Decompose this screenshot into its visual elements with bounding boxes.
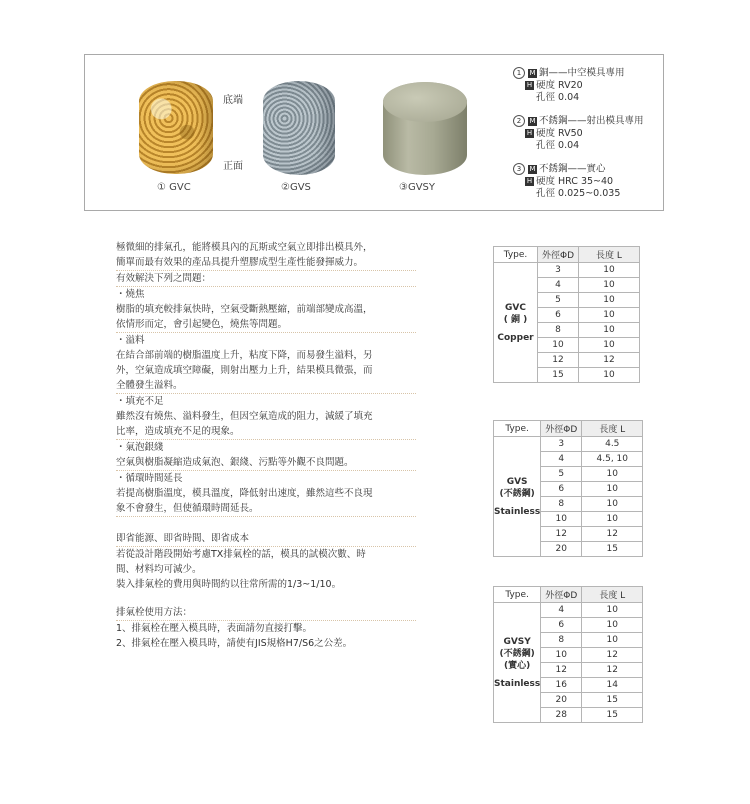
diameter-cell: 8 (538, 323, 579, 338)
label-front: 正面 (223, 161, 243, 172)
problem-text: 比率，造成填充不足的現象。 (116, 424, 416, 440)
length-cell: 10 (582, 633, 643, 648)
problem-title: ・循環時間延長 (116, 473, 183, 484)
description-text (116, 240, 416, 517)
intro-line: 簡單而最有效果的產品具提升塑膠成型生產性能發揮威力。 (116, 255, 416, 271)
diameter-cell: 28 (541, 708, 582, 723)
problem-title: ・氣泡銀綫 (116, 442, 164, 453)
label-bottom: 底端 (223, 95, 243, 106)
spec-gvc (513, 67, 625, 104)
problem-text: 在結合部前端的樹脂溫度上升，粘度下降，而易發生溢料，另 (116, 350, 373, 361)
table-header-cell: 外徑ΦD (538, 247, 579, 263)
diameter-cell: 5 (538, 293, 579, 308)
table-row (494, 263, 640, 278)
problem-title: ・溢料 (116, 335, 145, 346)
type-label-line: Stainless (494, 678, 541, 689)
problem-text: 全體發生溢料。 (116, 378, 416, 394)
length-cell: 10 (579, 368, 640, 383)
savings-heading: 即省能源、即省時間、即省成本 (116, 531, 416, 547)
gvs-sample-image (263, 81, 335, 175)
length-cell: 10 (582, 497, 643, 512)
table-header-cell: Type. (494, 421, 541, 437)
spec-material: 不銹鋼——射出模具專用 (539, 115, 644, 127)
usage-step: 1、排氣栓在壓入模具時，表面請勿直接打擊。 (116, 623, 313, 634)
size-table-gvs (493, 420, 643, 557)
length-cell: 10 (579, 323, 640, 338)
length-cell: 10 (582, 618, 643, 633)
type-label-line: GVSY (503, 636, 531, 647)
diameter-cell: 6 (541, 482, 582, 497)
hardness-badge: H (526, 128, 533, 137)
length-cell: 10 (579, 338, 640, 353)
problem-text: 空氣與樹脂凝縮造成氣泡、銀綫、污點等外觀不良問題。 (116, 455, 416, 471)
type-label-line: (不銹鋼) (499, 488, 535, 499)
diameter-cell: 8 (541, 497, 582, 512)
caption-gvs: ②GVS (281, 182, 311, 193)
spec-hole: 孔徑 0.025~0.035 (536, 187, 621, 199)
length-cell: 12 (582, 527, 643, 542)
table-header-cell: 長度 L (582, 421, 643, 437)
spec-number: 1 (513, 67, 525, 79)
length-cell: 12 (582, 663, 643, 678)
length-cell: 10 (582, 603, 643, 618)
diameter-cell: 3 (538, 263, 579, 278)
hardness-badge: H (526, 176, 533, 185)
table-row (494, 603, 643, 618)
length-cell: 10 (582, 482, 643, 497)
table-header-cell: 外徑ΦD (541, 421, 582, 437)
table-header-cell: 長度 L (579, 247, 640, 263)
usage-text (116, 605, 416, 651)
diameter-cell: 10 (538, 338, 579, 353)
type-label-line: ( 銅 ) (503, 314, 528, 325)
material-badge: M (529, 68, 536, 77)
diameter-cell: 3 (541, 437, 582, 452)
spec-number: 2 (513, 115, 525, 127)
diameter-cell: 12 (541, 663, 582, 678)
length-cell: 10 (582, 467, 643, 482)
length-cell: 4.5, 10 (582, 452, 643, 467)
length-cell: 10 (582, 512, 643, 527)
diameter-cell: 10 (541, 648, 582, 663)
problem-text: 外，空氣造成填空障礙，則射出壓力上升，結果模具微張，而 (116, 365, 373, 376)
savings-text-line: 裝入排氣栓的費用與時間約以往常所需的1/3~1/10。 (116, 579, 342, 590)
type-label-line: (不銹鋼) (499, 648, 535, 659)
type-label-cell (494, 437, 541, 557)
table-header-row (494, 587, 643, 603)
problem-title: ・燒焦 (116, 289, 145, 300)
caption-gvc: ① GVC (157, 182, 191, 193)
gvc-sample-image (139, 81, 213, 174)
diameter-cell: 12 (541, 527, 582, 542)
length-cell: 10 (579, 293, 640, 308)
spec-hardness: 硬度 RV20 (536, 79, 583, 91)
spec-hole: 孔徑 0.04 (536, 139, 580, 151)
size-table-gvsy (493, 586, 643, 723)
type-label-line: GVS (506, 476, 528, 487)
spec-gvs (513, 115, 644, 152)
type-label-line: Stainless (494, 506, 541, 517)
table-header-cell: Type. (494, 247, 538, 263)
length-cell: 10 (579, 263, 640, 278)
problem-text: 象不會發生，但使循環時間延長。 (116, 501, 416, 517)
spec-hardness: 硬度 HRC 35~40 (536, 175, 614, 187)
diameter-cell: 10 (541, 512, 582, 527)
savings-text (116, 531, 416, 592)
diameter-cell: 12 (538, 353, 579, 368)
problem-text: 樹脂的填充較排氣快時，空氣受斷熱壓縮，前端部變成高溫， (116, 304, 373, 315)
table-row (494, 437, 643, 452)
type-label-cell (494, 603, 541, 723)
usage-heading: 排氣栓使用方法： (116, 605, 416, 621)
savings-text-line: 若從設計階段開始考慮TX排氣栓的話，模具的試模次數、時 (116, 549, 366, 560)
problem-text: 若提高樹脂溫度，模具溫度，降低射出速度，雖然這些不良現 (116, 488, 373, 499)
problem-title: ・填充不足 (116, 396, 164, 407)
usage-step: 2、排氣栓在壓入模具時，請使有JIS規格H7/S6之公差。 (116, 638, 353, 649)
length-cell: 15 (582, 708, 643, 723)
type-label-line: GVC (505, 302, 526, 313)
savings-text-line: 間、材料均可減少。 (116, 564, 202, 575)
intro-line: 極微細的排氣孔，能將模具內的瓦斯或空氣立即排出模具外， (116, 242, 373, 253)
spec-number: 3 (513, 163, 525, 175)
type-label-line: (實心) (504, 660, 531, 671)
length-cell: 12 (579, 353, 640, 368)
material-badge: M (529, 116, 536, 125)
diameter-cell: 16 (541, 678, 582, 693)
type-label-line: Copper (497, 332, 534, 343)
table-header-row (494, 421, 643, 437)
product-image-box (84, 54, 664, 211)
length-cell: 10 (579, 308, 640, 323)
table-header-cell: 外徑ΦD (541, 587, 582, 603)
diameter-cell: 20 (541, 542, 582, 557)
spec-hole: 孔徑 0.04 (536, 91, 580, 103)
diameter-cell: 15 (538, 368, 579, 383)
diameter-cell: 4 (541, 452, 582, 467)
gvsy-sample-top (383, 82, 467, 122)
spec-gvsy (513, 163, 620, 200)
table-header-row (494, 247, 640, 263)
spec-material: 不銹鋼——實心 (539, 163, 606, 175)
table-header-cell: 長度 L (582, 587, 643, 603)
diameter-cell: 8 (541, 633, 582, 648)
diameter-cell: 4 (541, 603, 582, 618)
size-table-gvc (493, 246, 640, 383)
length-cell: 14 (582, 678, 643, 693)
type-label-cell (494, 263, 538, 383)
length-cell: 4.5 (582, 437, 643, 452)
diameter-cell: 6 (541, 618, 582, 633)
spec-hardness: 硬度 RV50 (536, 127, 583, 139)
hardness-badge: H (526, 80, 533, 89)
diameter-cell: 5 (541, 467, 582, 482)
problem-heading: 有效解決下列之問題： (116, 271, 416, 287)
diameter-cell: 6 (538, 308, 579, 323)
diameter-cell: 4 (538, 278, 579, 293)
material-badge: M (529, 164, 536, 173)
problem-text: 雖然沒有燒焦、溢料發生，但因空氣造成的阻力，減緩了填充 (116, 411, 373, 422)
spec-material: 銅——中空模具專用 (539, 67, 625, 79)
length-cell: 15 (582, 542, 643, 557)
length-cell: 10 (579, 278, 640, 293)
length-cell: 15 (582, 693, 643, 708)
caption-gvsy: ③GVSY (399, 182, 436, 193)
length-cell: 12 (582, 648, 643, 663)
table-header-cell: Type. (494, 587, 541, 603)
problem-text: 依情形而定，會引起變色，燒焦等問題。 (116, 317, 416, 333)
diameter-cell: 20 (541, 693, 582, 708)
